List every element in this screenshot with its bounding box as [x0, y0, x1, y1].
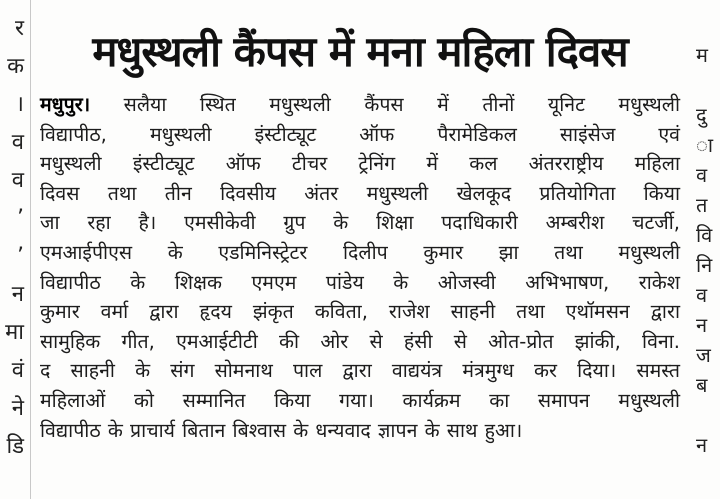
left-fragment: न: [11, 282, 24, 307]
left-fragment: वं: [11, 358, 24, 383]
left-fragment: र: [15, 16, 24, 41]
left-fragment: मा: [5, 320, 24, 345]
right-fragment: ज: [696, 343, 711, 367]
left-fragment: ’: [17, 206, 24, 231]
body-line: द साहनी के संग सोमनाथ पाल द्वारा वाद्ययंत्र मंत्रमुग्ध कर दिया। समस्त: [40, 359, 680, 383]
body-line-text: सलैया स्थित मधुस्थली कैंपस में तीनों यूनिट मधुस्थली: [90, 93, 680, 116]
body-line: कुमार वर्मा द्वारा हृदय झंकृत कविता, राजेश साहनी तथा एथॉमसन द्वारा: [40, 300, 680, 324]
right-fragment: दु: [696, 103, 707, 127]
left-fragment: ने: [11, 396, 24, 421]
left-fragment: व: [11, 130, 24, 155]
right-fragment: ब: [696, 373, 708, 397]
right-fragment: ा: [696, 133, 714, 157]
right-fragment: म: [696, 43, 708, 67]
column-divider: [30, 0, 31, 499]
right-fragment: व: [696, 163, 708, 187]
headline: मधुस्थली कैंपस में मना महिला दिवस: [92, 27, 628, 76]
article: [40, 22, 680, 445]
right-fragment: त: [696, 193, 708, 217]
body-line: विद्यापीठ के शिक्षक एमएम पांडेय के ओजस्वी अभिभाषण, राकेश: [40, 270, 680, 294]
right-fragment: नि: [696, 253, 713, 277]
body-line: महिलाओं को सम्मानित किया गया। कार्यक्रम का समापन मधुस्थली: [40, 388, 680, 412]
body-line: [40, 90, 680, 120]
left-fragment: ।: [15, 92, 24, 117]
dateline: मधुपुर।: [40, 93, 91, 116]
left-fragment: ’: [17, 244, 24, 269]
body-line: सामुहिक गीत, एमआईटीटी की ओर से हंसी से ओत-प्रोत झांकी, विना.: [40, 329, 680, 353]
adjacent-column-left: [0, 10, 26, 480]
body-line: मधुस्थली इंस्टीट्यूट ऑफ टीचर ट्रेनिंग में कल अंतरराष्ट्रीय महिला: [40, 152, 680, 176]
right-fragment: न: [696, 313, 708, 337]
left-fragment: व: [11, 168, 24, 193]
left-fragment: डि: [6, 434, 24, 459]
right-fragment: [696, 70, 720, 100]
adjacent-column-right: [696, 40, 720, 490]
right-fragment: न: [696, 433, 708, 457]
right-fragment: वि: [696, 223, 713, 247]
left-fragment: क: [7, 54, 24, 79]
article-body: [40, 90, 680, 445]
body-line: दिवस तथा तीन दिवसीय अंतर मधुस्थली खेलकूद प्रतियोगिता किया: [40, 181, 680, 205]
right-fragment: व: [696, 283, 708, 307]
body-line: विद्यापीठ के प्राचार्य बितान बिश्वास के धन्यवाद ज्ञापन के साथ हुआ।: [40, 418, 523, 442]
body-line: जा रहा है। एमसीकेवी ग्रुप के शिक्षा पदाधिकारी अम्बरीश चटर्जी,: [40, 211, 680, 235]
body-line: विद्यापीठ, मधुस्थली इंस्टीट्यूट ऑफ पैरामेडिकल साइंसेज एवं: [40, 122, 680, 146]
right-fragment: [696, 400, 720, 430]
body-line: एमआईपीएस के एडमिनिस्ट्रेटर दिलीप कुमार झा तथा मधुस्थली: [40, 240, 680, 264]
